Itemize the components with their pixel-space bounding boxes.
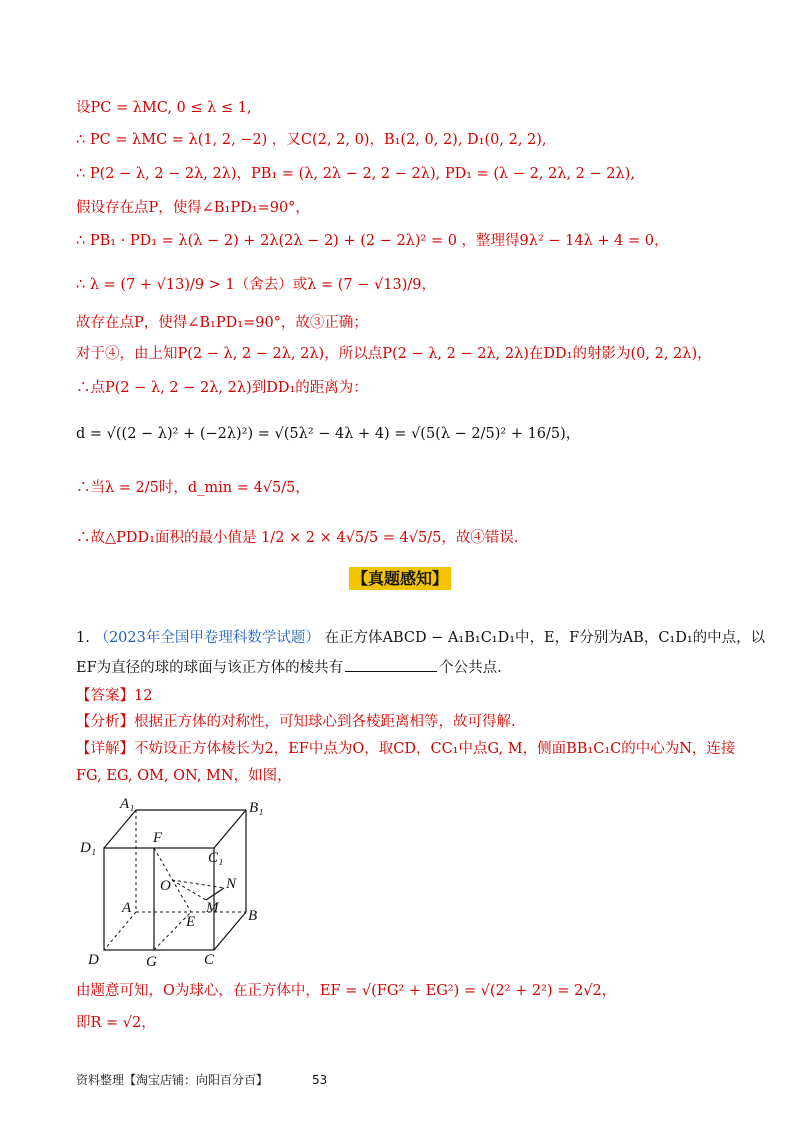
solution-line-12: ∴故△PDD₁面积的最小值是 1/2 × 2 × 4√5/5 = 4√5/5，故④错误. [76, 530, 519, 546]
label-b1: B₁ [249, 800, 264, 816]
label-m: M [206, 900, 219, 916]
label-e: E [186, 914, 196, 930]
problem-number: 1. [76, 630, 90, 646]
answer-value: 12 [134, 688, 153, 704]
after-line-1: 由题意可知，O为球心，在正方体中，EF = √(FG² + EG²) = √(2² + 2²) = 2√2， [76, 983, 617, 999]
solution-line-11: ∴当λ = 2/5时，d_min = 4√5/5， [76, 480, 310, 496]
solution-line-8: 对于④，由上知P(2 − λ, 2 − 2λ, 2λ)，所以点P(2 − λ, 2 − 2λ, 2λ)在DD₁的射影为(0, 2, 2λ)， [76, 346, 712, 362]
problem-line-1 [76, 628, 765, 648]
solution-line-10: d = √((2 − λ)² + (−2λ)²) = √(5λ² − 4λ + 4) = √(5(λ − 2/5)² + 16/5)， [76, 426, 581, 442]
label-f: F [153, 830, 163, 846]
analysis-label: 【分析】 [76, 714, 134, 730]
answer-label: 【答案】 [76, 688, 134, 704]
solution-line-1: 设PC = λMC, 0 ≤ λ ≤ 1, [76, 100, 252, 116]
problem-line-2 [76, 657, 502, 678]
detail-label: 【详解】 [76, 741, 134, 757]
problem-source: （2023年全国甲卷理科数学试题） [94, 630, 320, 646]
segment-on [172, 880, 224, 888]
answer-line [76, 686, 152, 706]
label-n: N [226, 876, 237, 892]
section-title-text: 【真题感知】 [349, 567, 451, 590]
problem-text-b-pre: EF为直径的球的球面与该正方体的棱共有 [76, 660, 344, 676]
solution-line-3: ∴ P(2 − λ, 2 − 2λ, 2λ)，PB₁ = (λ, 2λ − 2, 2 − 2λ), PD₁ = (λ − 2, 2λ, 2 − 2λ), [76, 166, 635, 182]
edge-ad [104, 912, 136, 950]
section-title [0, 566, 800, 589]
solution-line-5: ∴ PB₁ · PD₁ = λ(λ − 2) + 2λ(2λ − 2) + (2 − 2λ)² = 0 ，整理得9λ² − 14λ + 4 = 0， [76, 233, 669, 249]
edge-c1b1 [214, 810, 246, 848]
segment-mn [206, 888, 224, 900]
edge-cb [214, 912, 246, 950]
analysis-text: 根据正方体的对称性，可知球心到各棱距离相等，故可得解. [134, 714, 516, 730]
solution-line-9: ∴点P(2 − λ, 2 − 2λ, 2λ)到DD₁的距离为： [76, 380, 368, 396]
front-face [104, 848, 214, 950]
cube-figure [76, 796, 276, 971]
label-g: G [146, 954, 157, 970]
problem-text-a: 在正方体ABCD − A₁B₁C₁D₁中，E，F分别为AB，C₁D₁的中点，以 [324, 630, 766, 646]
answer-blank [345, 657, 437, 672]
footer-source: 资料整理【淘宝店铺：向阳百分百】 [76, 1073, 269, 1087]
analysis-line [76, 712, 516, 732]
label-b: B [248, 908, 258, 924]
label-a1: A₁ [120, 796, 135, 812]
label-d: D [88, 952, 99, 968]
solution-line-7: 故存在点P，使得∠B₁PD₁=90°，故③正确； [76, 315, 368, 331]
solution-line-4: 假设存在点P，使得∠B₁PD₁=90°， [76, 200, 310, 216]
after-line-2: 即R = √2， [76, 1015, 156, 1031]
solution-line-2: ∴ PC = λMC = λ(1, 2, −2) ，又C(2, 2, 0)，B₁(2, 0, 2), D₁(0, 2, 2), [76, 132, 547, 148]
segment-om [172, 880, 206, 900]
problem-text-b-post: 个公共点. [439, 660, 502, 676]
solution-line-6: ∴ λ = (7 + √13)/9 > 1（舍去）或λ = (7 − √13)/9， [76, 277, 436, 293]
page-number: 53 [312, 1073, 328, 1087]
label-a: A [122, 900, 132, 916]
footer [76, 1071, 327, 1088]
label-o: O [160, 878, 171, 894]
detail-text-1: 不妨设正方体棱长为2，EF中点为O，取CD，CC₁中点G, M，侧面BB₁C₁C的中心为N，连接 [134, 741, 736, 757]
label-c: C [204, 952, 215, 968]
label-c1: C₁ [208, 850, 224, 866]
label-d1: D₁ [80, 840, 97, 856]
edge-d1a1 [104, 810, 136, 848]
detail-line-2: FG, EG, OM, ON, MN，如图， [76, 768, 292, 784]
detail-line-1 [76, 739, 735, 759]
